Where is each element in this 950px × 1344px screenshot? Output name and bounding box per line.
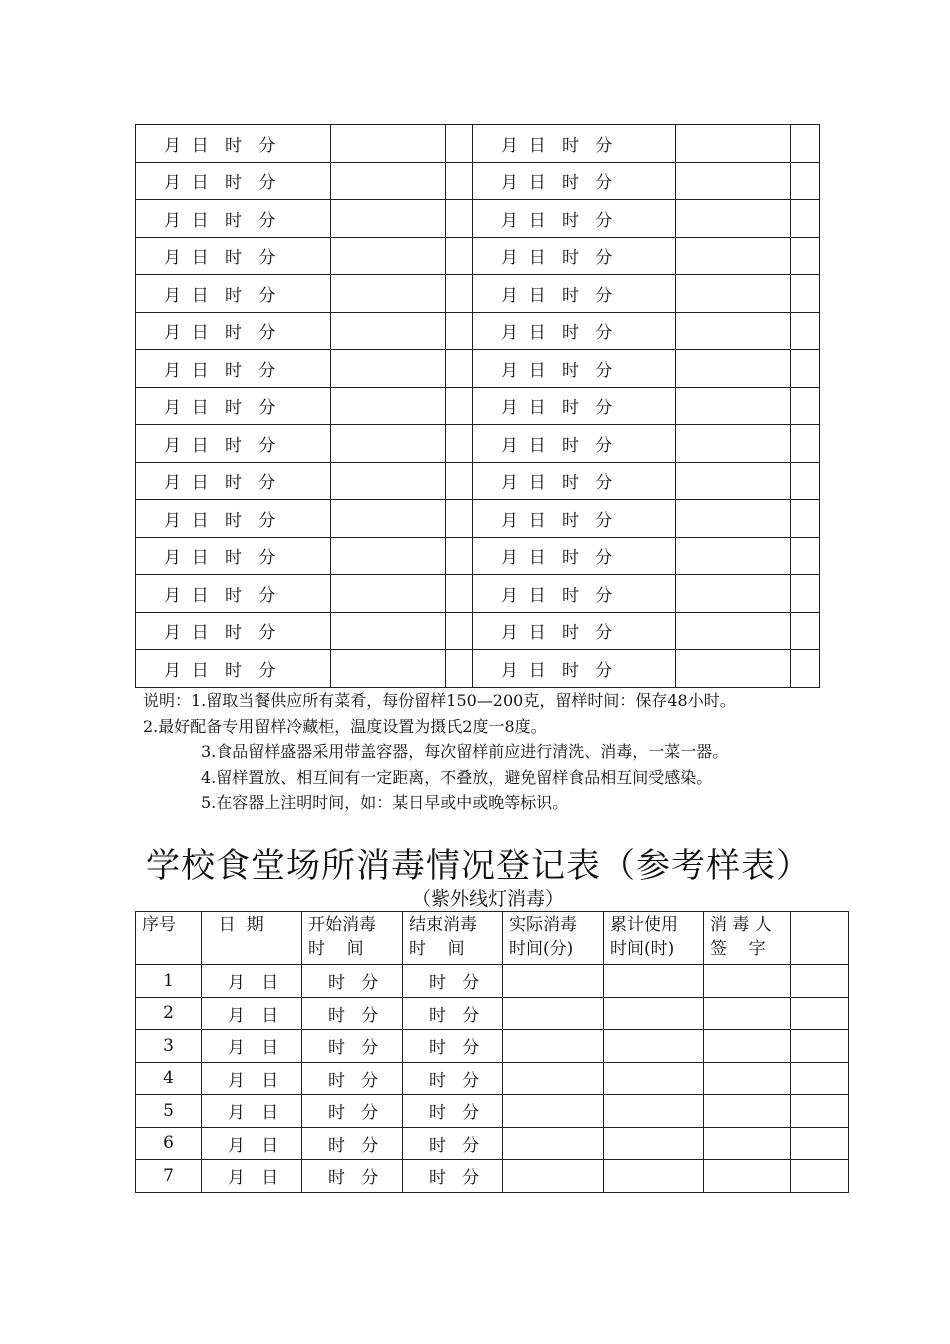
note-line-4: 4.留样置放、相互间有一定距离，不叠放，避免留样食品相互间受感染。 xyxy=(201,767,713,787)
header-signer: 消 毒 人 签 字 xyxy=(704,912,791,965)
datetime-cell: 月 日 时 分 xyxy=(136,125,331,163)
datetime-cell: 月 日 时 分 xyxy=(136,350,331,388)
end-time-cell: 时 分 xyxy=(403,1127,503,1160)
start-time-cell: 时 分 xyxy=(302,1030,403,1063)
empty-cell xyxy=(446,462,473,500)
signer-cell xyxy=(704,997,791,1030)
date-cell: 月 日 xyxy=(202,1030,302,1063)
uv-table-row xyxy=(136,1030,849,1063)
uv-table-row xyxy=(136,1062,849,1095)
datetime-cell: 月 日 时 分 xyxy=(473,612,676,650)
start-time-cell: 时 分 xyxy=(302,965,403,998)
end-time-cell: 时 分 xyxy=(403,965,503,998)
extra-cell xyxy=(791,997,849,1030)
datetime-cell: 月 日 时 分 xyxy=(136,425,331,463)
actual-minutes-cell xyxy=(503,997,604,1030)
sample-log-row xyxy=(136,237,820,275)
empty-cell xyxy=(676,575,791,613)
sample-log-row xyxy=(136,125,820,163)
empty-cell xyxy=(331,350,446,388)
datetime-cell: 月 日 时 分 xyxy=(473,537,676,575)
empty-cell xyxy=(676,387,791,425)
cumulative-hours-cell xyxy=(604,1160,704,1193)
empty-cell xyxy=(676,162,791,200)
sample-log-row xyxy=(136,350,820,388)
sample-log-body xyxy=(136,125,820,688)
empty-cell xyxy=(331,237,446,275)
empty-cell xyxy=(676,500,791,538)
uv-table-body xyxy=(136,965,849,1193)
sample-log-row xyxy=(136,575,820,613)
sample-log-row xyxy=(136,500,820,538)
empty-cell xyxy=(676,537,791,575)
notes xyxy=(143,688,843,816)
sample-log-row xyxy=(136,312,820,350)
row-number: 7 xyxy=(136,1160,202,1193)
signer-cell xyxy=(704,1030,791,1063)
page-title: 学校食堂场所消毒情况登记表（参考样表） xyxy=(146,846,811,886)
empty-cell xyxy=(331,500,446,538)
header-cumulative-hours: 累计使用 时间(时) xyxy=(604,912,704,965)
datetime-cell: 月 日 时 分 xyxy=(473,462,676,500)
empty-cell xyxy=(676,200,791,238)
empty-cell xyxy=(676,350,791,388)
empty-cell xyxy=(676,650,791,688)
row-number: 3 xyxy=(136,1030,202,1063)
header-actual-minutes: 实际消毒 时间(分) xyxy=(503,912,604,965)
sample-log-row xyxy=(136,425,820,463)
sample-log-table xyxy=(135,124,820,688)
empty-cell xyxy=(791,125,820,163)
datetime-cell: 月 日 时 分 xyxy=(136,612,331,650)
empty-cell xyxy=(676,425,791,463)
header-end-time: 结束消毒 时 间 xyxy=(403,912,503,965)
datetime-cell: 月 日 时 分 xyxy=(473,312,676,350)
datetime-cell: 月 日 时 分 xyxy=(136,500,331,538)
header-date: 日 期 xyxy=(202,912,302,965)
empty-cell xyxy=(446,575,473,613)
datetime-cell: 月 日 时 分 xyxy=(136,462,331,500)
empty-cell xyxy=(331,312,446,350)
empty-cell xyxy=(791,425,820,463)
empty-cell xyxy=(446,275,473,313)
extra-cell xyxy=(791,1062,849,1095)
datetime-cell: 月 日 时 分 xyxy=(473,425,676,463)
empty-cell xyxy=(331,575,446,613)
datetime-cell: 月 日 时 分 xyxy=(473,350,676,388)
end-time-cell: 时 分 xyxy=(403,1095,503,1128)
note-line-3: 3.食品留样盛器采用带盖容器，每次留样前应进行清洗、消毒，一菜一器。 xyxy=(201,742,729,761)
sample-log-row xyxy=(136,650,820,688)
datetime-cell: 月 日 时 分 xyxy=(136,312,331,350)
sample-log-row xyxy=(136,162,820,200)
row-number: 6 xyxy=(136,1127,202,1160)
datetime-cell: 月 日 时 分 xyxy=(473,162,676,200)
empty-cell xyxy=(446,650,473,688)
datetime-cell: 月 日 时 分 xyxy=(473,500,676,538)
empty-cell xyxy=(791,462,820,500)
uv-table-header-row xyxy=(136,912,849,965)
empty-cell xyxy=(331,425,446,463)
sample-log-row xyxy=(136,537,820,575)
date-cell: 月 日 xyxy=(202,1062,302,1095)
empty-cell xyxy=(791,612,820,650)
actual-minutes-cell xyxy=(503,1127,604,1160)
uv-table-row xyxy=(136,965,849,998)
date-cell: 月 日 xyxy=(202,1127,302,1160)
datetime-cell: 月 日 时 分 xyxy=(136,200,331,238)
datetime-cell: 月 日 时 分 xyxy=(473,237,676,275)
end-time-cell: 时 分 xyxy=(403,1062,503,1095)
date-cell: 月 日 xyxy=(202,997,302,1030)
empty-cell xyxy=(791,200,820,238)
actual-minutes-cell xyxy=(503,965,604,998)
end-time-cell: 时 分 xyxy=(403,997,503,1030)
empty-cell xyxy=(676,312,791,350)
signer-cell xyxy=(704,1160,791,1193)
actual-minutes-cell xyxy=(503,1062,604,1095)
empty-cell xyxy=(446,425,473,463)
empty-cell xyxy=(331,650,446,688)
empty-cell xyxy=(791,537,820,575)
header-seq: 序号 xyxy=(136,912,202,965)
datetime-cell: 月 日 时 分 xyxy=(473,575,676,613)
uv-table-row xyxy=(136,997,849,1030)
note-line-1: 说明：1.留取当餐供应所有菜肴，每份留样150—200克，留样时间：保存48小时。 xyxy=(143,691,736,710)
empty-cell xyxy=(331,612,446,650)
empty-cell xyxy=(791,162,820,200)
datetime-cell: 月 日 时 分 xyxy=(136,275,331,313)
empty-cell xyxy=(446,200,473,238)
empty-cell xyxy=(446,350,473,388)
datetime-cell: 月 日 时 分 xyxy=(473,125,676,163)
empty-cell xyxy=(446,500,473,538)
cumulative-hours-cell xyxy=(604,1030,704,1063)
empty-cell xyxy=(791,500,820,538)
header-blank-cell xyxy=(791,912,849,965)
row-number: 1 xyxy=(136,965,202,998)
uv-table-row xyxy=(136,1127,849,1160)
date-cell: 月 日 xyxy=(202,965,302,998)
actual-minutes-cell xyxy=(503,1030,604,1063)
uv-disinfection-table xyxy=(135,911,849,1193)
cumulative-hours-cell xyxy=(604,1095,704,1128)
datetime-cell: 月 日 时 分 xyxy=(473,200,676,238)
cumulative-hours-cell xyxy=(604,965,704,998)
signer-cell xyxy=(704,1062,791,1095)
empty-cell xyxy=(791,575,820,613)
empty-cell xyxy=(446,537,473,575)
empty-cell xyxy=(446,237,473,275)
empty-cell xyxy=(446,125,473,163)
sample-log-row xyxy=(136,200,820,238)
cumulative-hours-cell xyxy=(604,1062,704,1095)
extra-cell xyxy=(791,1160,849,1193)
row-number: 4 xyxy=(136,1062,202,1095)
actual-minutes-cell xyxy=(503,1160,604,1193)
datetime-cell: 月 日 时 分 xyxy=(136,537,331,575)
signer-cell xyxy=(704,1127,791,1160)
sample-log-row xyxy=(136,462,820,500)
sample-log-row xyxy=(136,612,820,650)
uv-table-row xyxy=(136,1095,849,1128)
empty-cell xyxy=(791,650,820,688)
sample-log-row xyxy=(136,387,820,425)
datetime-cell: 月 日 时 分 xyxy=(136,162,331,200)
note-line-2: 2.最好配备专用留样冷藏柜，温度设置为摄氏2度一8度。 xyxy=(143,716,547,736)
empty-cell xyxy=(331,125,446,163)
datetime-cell: 月 日 时 分 xyxy=(136,237,331,275)
empty-cell xyxy=(676,125,791,163)
empty-cell xyxy=(331,462,446,500)
date-cell: 月 日 xyxy=(202,1095,302,1128)
empty-cell xyxy=(446,612,473,650)
empty-cell xyxy=(446,387,473,425)
end-time-cell: 时 分 xyxy=(403,1030,503,1063)
extra-cell xyxy=(791,1030,849,1063)
datetime-cell: 月 日 时 分 xyxy=(136,575,331,613)
uv-table-row xyxy=(136,1160,849,1193)
empty-cell xyxy=(791,350,820,388)
start-time-cell: 时 分 xyxy=(302,1095,403,1128)
start-time-cell: 时 分 xyxy=(302,1062,403,1095)
empty-cell xyxy=(676,237,791,275)
empty-cell xyxy=(331,162,446,200)
cumulative-hours-cell xyxy=(604,1127,704,1160)
extra-cell xyxy=(791,1127,849,1160)
empty-cell xyxy=(331,387,446,425)
datetime-cell: 月 日 时 分 xyxy=(473,650,676,688)
datetime-cell: 月 日 时 分 xyxy=(473,387,676,425)
header-start-time: 开始消毒 时 间 xyxy=(302,912,403,965)
row-number: 2 xyxy=(136,997,202,1030)
empty-cell xyxy=(791,387,820,425)
datetime-cell: 月 日 时 分 xyxy=(473,275,676,313)
datetime-cell: 月 日 时 分 xyxy=(136,650,331,688)
page-subtitle: （紫外线灯消毒） xyxy=(412,888,565,910)
empty-cell xyxy=(791,275,820,313)
empty-cell xyxy=(676,275,791,313)
cumulative-hours-cell xyxy=(604,997,704,1030)
start-time-cell: 时 分 xyxy=(302,997,403,1030)
empty-cell xyxy=(446,312,473,350)
start-time-cell: 时 分 xyxy=(302,1160,403,1193)
empty-cell xyxy=(446,162,473,200)
empty-cell xyxy=(791,312,820,350)
empty-cell xyxy=(676,612,791,650)
row-number: 5 xyxy=(136,1095,202,1128)
signer-cell xyxy=(704,965,791,998)
empty-cell xyxy=(331,200,446,238)
empty-cell xyxy=(331,275,446,313)
date-cell: 月 日 xyxy=(202,1160,302,1193)
extra-cell xyxy=(791,965,849,998)
sample-log-row xyxy=(136,275,820,313)
actual-minutes-cell xyxy=(503,1095,604,1128)
extra-cell xyxy=(791,1095,849,1128)
start-time-cell: 时 分 xyxy=(302,1127,403,1160)
end-time-cell: 时 分 xyxy=(403,1160,503,1193)
datetime-cell: 月 日 时 分 xyxy=(136,387,331,425)
empty-cell xyxy=(676,462,791,500)
empty-cell xyxy=(331,537,446,575)
empty-cell xyxy=(791,237,820,275)
note-line-5: 5.在容器上注明时间，如：某日早或中或晚等标识。 xyxy=(201,793,569,812)
signer-cell xyxy=(704,1095,791,1128)
